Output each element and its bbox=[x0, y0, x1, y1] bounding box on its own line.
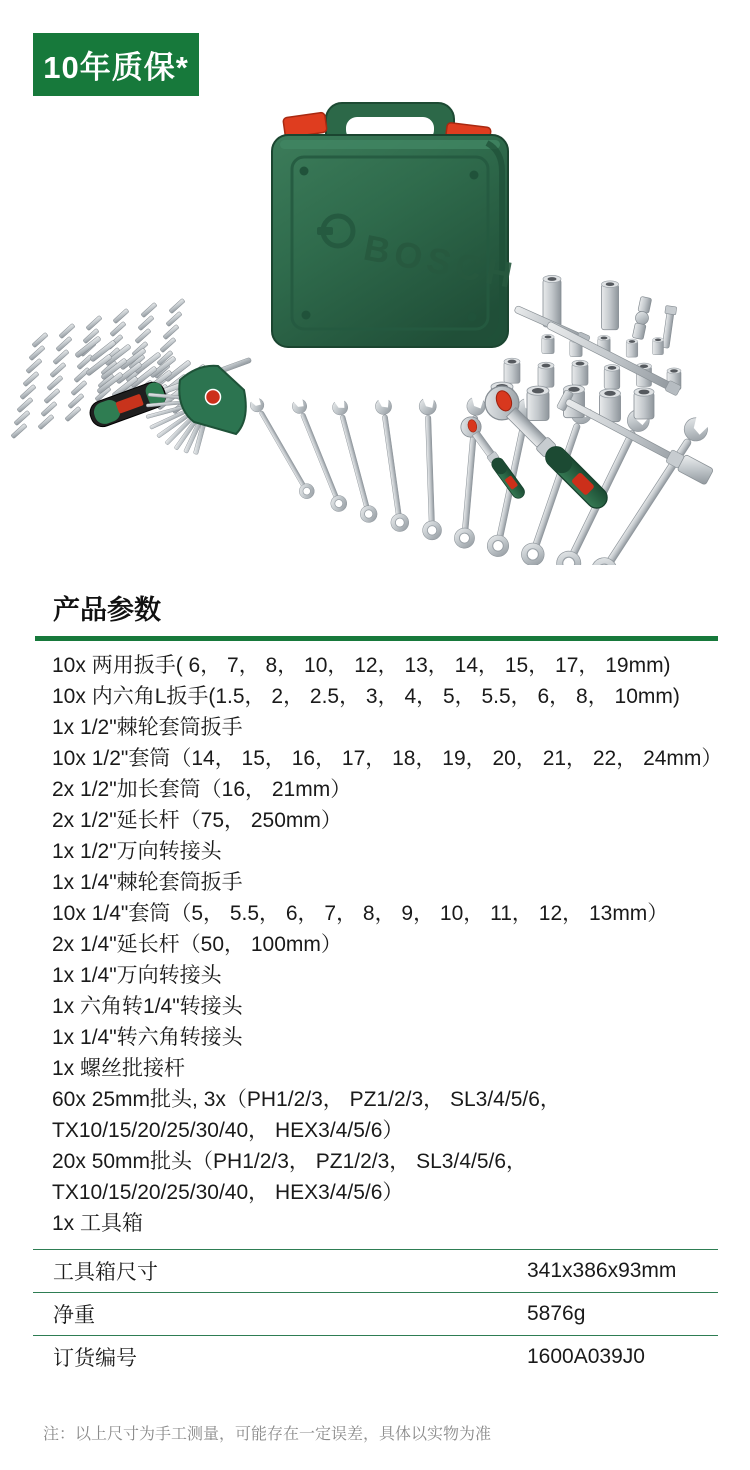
tool-case bbox=[272, 103, 520, 347]
spec-line: 2x 1/2"加长套筒（16， 21mm） bbox=[52, 778, 352, 801]
product-photo bbox=[0, 95, 750, 565]
table-row-label: 订货编号 bbox=[53, 1347, 137, 1370]
spec-line: 60x 25mm批头, 3x（PH1/2/3， PZ1/2/3， SL3/4/5/6， bbox=[52, 1088, 561, 1111]
spec-list bbox=[52, 650, 750, 1239]
spec-line: TX10/15/20/25/30/40， HEX3/4/5/6） bbox=[52, 1181, 404, 1204]
table-row-value: 5876g bbox=[527, 1302, 586, 1325]
table-row-value: 1600A039J0 bbox=[527, 1345, 645, 1368]
spec-line: 2x 1/2"延长杆（75， 250mm） bbox=[52, 809, 342, 832]
spec-line: 1x 1/4"转六角转接头 bbox=[52, 1026, 243, 1049]
section-divider bbox=[35, 636, 718, 641]
spec-line: 20x 50mm批头（PH1/2/3， PZ1/2/3， SL3/4/5/6， bbox=[52, 1150, 528, 1173]
spec-line: 10x 内六角L扳手(1.5， 2， 2.5， 3， 4， 5， 5.5， 6， 8， 10mm) bbox=[52, 685, 680, 708]
case-latch-left bbox=[283, 112, 327, 138]
spec-line: 1x 工具箱 bbox=[52, 1212, 144, 1235]
spec-line: 1x 1/2"万向转接头 bbox=[52, 840, 222, 863]
section-title: 产品参数 bbox=[53, 595, 161, 625]
spec-line: 1x 1/4"棘轮套筒扳手 bbox=[52, 871, 243, 894]
spec-line: 2x 1/4"延长杆（50， 100mm） bbox=[52, 933, 342, 956]
measurement-note: 注：以上尺寸为手工测量，可能存在一定误差，具体以实物为准 bbox=[43, 1426, 492, 1443]
spec-line: 1x 1/2"棘轮套筒扳手 bbox=[52, 716, 243, 739]
table-row-label: 工具箱尺寸 bbox=[53, 1261, 158, 1284]
table-row-label: 净重 bbox=[53, 1304, 95, 1327]
spec-line: 1x 1/4"万向转接头 bbox=[52, 964, 222, 987]
spec-line: 10x 两用扳手( 6， 7， 8， 10， 12， 13， 14， 15， 17， 19mm) bbox=[52, 654, 671, 677]
warranty-badge-label: 10年质保* bbox=[43, 50, 189, 85]
toolset-illustration bbox=[0, 95, 750, 565]
spec-line: 1x 螺丝批接杆 bbox=[52, 1057, 186, 1080]
socket-set bbox=[491, 275, 681, 421]
spec-table bbox=[33, 1249, 718, 1378]
table-row bbox=[33, 1335, 718, 1378]
table-row bbox=[33, 1292, 718, 1335]
spec-line: TX10/15/20/25/30/40， HEX3/4/5/6） bbox=[52, 1119, 404, 1142]
case-brand-text: BOSCH bbox=[360, 226, 521, 297]
warranty-badge bbox=[33, 33, 199, 96]
spec-line: 10x 1/4"套筒（5， 5.5， 6， 7， 8， 9， 10， 11， 12， 13mm） bbox=[52, 902, 669, 925]
spec-line: 10x 1/2"套筒（14， 15， 16， 17， 18， 19， 20， 21， 22， 24mm） bbox=[52, 747, 723, 770]
table-row bbox=[33, 1249, 718, 1292]
spec-line: 1x 六角转1/4"转接头 bbox=[52, 995, 243, 1018]
table-row-value: 341x386x93mm bbox=[527, 1259, 677, 1282]
